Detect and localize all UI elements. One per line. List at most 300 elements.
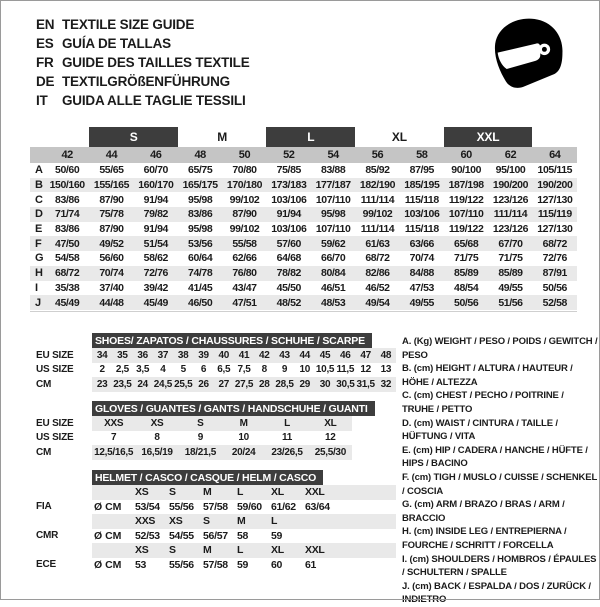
size-value-cell: 56/57	[203, 529, 228, 542]
size-value-cell: 84/88	[409, 267, 434, 280]
size-value-cell: 123/126	[492, 193, 529, 206]
size-value-cell: 185/195	[404, 179, 440, 192]
helmet-value-cells	[135, 544, 339, 556]
size-value-cell: XS	[169, 515, 183, 528]
size-value-cell: 45/49	[143, 296, 168, 309]
size-value-cell: 83/86	[55, 223, 80, 236]
row-cells	[92, 377, 396, 392]
row-letter: G	[35, 252, 44, 265]
size-value-cell: M	[203, 486, 212, 499]
size-value-cell: 79/82	[143, 208, 168, 221]
size-value-cell: 23	[96, 378, 108, 390]
size-value-cell: 23/26,5	[271, 446, 303, 458]
size-value-cell: 47	[360, 349, 371, 361]
size-value-cell: 60/70	[143, 164, 168, 177]
size-value-cell: L	[237, 544, 244, 557]
section-divider	[30, 311, 577, 312]
size-group-cell	[355, 127, 444, 147]
size-value-cell: 53/54	[135, 500, 160, 513]
size-value-cell: 72/76	[143, 267, 168, 280]
language-code: IT	[36, 93, 48, 108]
size-value-cell: 119/122	[448, 223, 484, 236]
size-value-cell: 187/198	[448, 179, 484, 192]
size-value-cell: 35	[117, 349, 128, 361]
size-value-cell: 58	[237, 529, 249, 542]
size-value-cell: 28	[258, 378, 270, 390]
table-row	[36, 348, 396, 363]
size-value-cell: 68/72	[365, 252, 390, 265]
size-group-label: XXL	[476, 130, 500, 144]
size-column-header: 48	[194, 149, 206, 161]
gloves-section-title: GLOVES / GUANTES / GANTS / HANDSCHUHE / GUANTI	[92, 401, 375, 416]
language-code: ES	[36, 36, 54, 51]
size-value-cell: 165/175	[182, 179, 218, 192]
table-row	[36, 485, 396, 500]
size-value-cell: 48/52	[276, 296, 301, 309]
size-group-label: S	[129, 130, 138, 144]
size-group-cell	[266, 127, 355, 147]
row-cells	[92, 558, 396, 573]
size-value-cell: 42	[258, 349, 270, 361]
size-value-cell: 173/183	[271, 179, 307, 192]
size-value-cell: 43	[279, 349, 290, 361]
size-column-header: 56	[371, 149, 384, 161]
size-value-cell: 18/21,5	[184, 446, 216, 458]
size-value-cell: 49/54	[365, 296, 390, 309]
size-value-cell: 9	[281, 364, 288, 376]
size-value-cell: 72/76	[542, 252, 567, 265]
size-value-cell: 59	[237, 558, 249, 571]
size-value-cell: 24,5	[153, 378, 173, 390]
size-value-cell: 53/56	[188, 237, 213, 250]
size-value-cell: 182/190	[359, 179, 396, 192]
size-value-cell: 48/53	[321, 296, 346, 309]
guide-title: TEXTILE SIZE GUIDE	[62, 17, 195, 32]
size-value-cell: 27,5	[234, 378, 254, 390]
gloves-table	[36, 401, 375, 460]
size-value-cell: 46/50	[188, 296, 213, 309]
size-value-cell: S	[169, 486, 176, 499]
shoes-rows	[36, 348, 396, 392]
size-value-cell: 95/98	[188, 193, 213, 206]
row-cells	[92, 529, 396, 544]
size-value-cell: 35/38	[55, 281, 80, 294]
size-value-cell: 57/60	[276, 237, 301, 250]
size-value-cell: 78/82	[276, 267, 301, 280]
size-value-cell: 74/78	[188, 267, 213, 280]
size-value-cell: 47/53	[409, 281, 434, 294]
size-value-cell: 46	[340, 349, 351, 361]
helmet-icon	[487, 14, 569, 106]
size-value-cell: 76/80	[232, 267, 257, 280]
size-value-cell: 50/56	[454, 296, 479, 309]
table-row	[36, 445, 375, 460]
size-value-cell: 103/106	[271, 223, 307, 236]
size-value-cell: 32	[380, 378, 392, 390]
language-code: DE	[36, 74, 55, 89]
size-value-cell: 24	[137, 378, 148, 390]
size-value-cell: S	[197, 417, 204, 429]
size-value-cell: XS	[135, 486, 149, 499]
size-column-header: 42	[61, 149, 73, 161]
row-label: US SIZE	[36, 432, 74, 444]
size-value-cell: 4	[160, 364, 166, 376]
helmet-value-cells	[135, 486, 339, 498]
size-value-cell: 3,5	[136, 364, 150, 376]
size-value-cell: 105/115	[537, 164, 573, 177]
size-value-cell: 170/180	[226, 179, 263, 192]
table-row	[30, 281, 577, 296]
size-value-cell: 57/58	[203, 500, 228, 513]
size-value-cell: 155/165	[93, 179, 130, 192]
size-value-cell: 56/60	[99, 252, 124, 265]
size-value-cell: 103/106	[271, 193, 307, 206]
size-value-cell: 45	[319, 349, 331, 361]
size-value-cell: 75/85	[276, 164, 301, 177]
size-value-cell: 8	[154, 432, 160, 444]
size-value-cell: 53	[135, 558, 147, 571]
legend-item: G. (cm) ARM / BRAZO / BRAS / ARM / BRACCIO	[402, 499, 565, 524]
size-value-cell: 103/106	[404, 208, 440, 221]
size-value-cell: 52/58	[542, 296, 567, 309]
row-letter: F	[35, 237, 42, 250]
size-value-cell: 6	[200, 364, 207, 376]
size-value-cell: 23,5	[113, 378, 132, 390]
size-value-cell: 59	[271, 529, 283, 542]
size-column-header: 62	[504, 149, 517, 161]
gloves-rows	[36, 416, 375, 460]
size-value-cell: 67/70	[498, 237, 523, 250]
size-value-cell: 91/94	[143, 223, 168, 236]
helmet-section-title: HELMET / CASCO / CASQUE / HELM / CASCO	[92, 470, 323, 485]
guide-title: GUIDE DES TAILLES TEXTILE	[62, 55, 250, 70]
size-value-cell: 43/47	[232, 281, 257, 294]
size-value-cell: 25,5	[174, 378, 193, 390]
size-value-cell: L	[237, 486, 244, 499]
row-letter: H	[35, 267, 43, 280]
row-cells	[45, 267, 577, 279]
size-value-cell: 99/102	[229, 223, 260, 236]
size-group-cell	[89, 127, 178, 147]
shoes-section-title: SHOES/ ZAPATOS / CHAUSSURES / SCHUHE / SCARPE	[92, 333, 372, 348]
table-row	[30, 266, 577, 281]
row-label	[36, 514, 92, 529]
size-value-cell: 68/72	[55, 267, 80, 280]
table-row	[36, 431, 375, 446]
helmet-rows	[36, 485, 396, 572]
size-value-cell: 8	[261, 364, 267, 376]
size-value-cell: 36	[137, 349, 148, 361]
size-value-cell: 10	[238, 432, 249, 444]
size-value-cell: XS	[150, 417, 164, 429]
size-value-cell: 61/63	[365, 237, 390, 250]
size-value-cell: S	[203, 515, 210, 528]
helmet-value-cells	[135, 515, 339, 527]
size-value-cell: 51/54	[143, 237, 168, 250]
size-value-cell: 55/65	[99, 164, 124, 177]
size-value-cell: 59/62	[321, 237, 346, 250]
size-value-cell: 70/80	[232, 164, 257, 177]
row-letter: A	[35, 164, 43, 177]
language-title-list	[36, 15, 250, 110]
size-value-cell: 55/56	[169, 500, 194, 513]
size-value-cell: 99/102	[362, 208, 393, 221]
row-cells	[92, 500, 396, 515]
size-group-cell	[178, 127, 267, 147]
row-cells	[45, 208, 577, 220]
row-label	[36, 485, 92, 500]
language-code: FR	[36, 55, 54, 70]
size-value-cell: 87/91	[542, 267, 567, 280]
row-label: US SIZE	[36, 364, 74, 376]
table-row	[30, 295, 577, 310]
row-cells	[45, 297, 577, 309]
size-value-cell: 34	[96, 349, 108, 361]
size-value-cell: 37	[157, 349, 169, 361]
size-value-cell: 25,5/30	[314, 446, 346, 458]
size-value-cell: 85/89	[454, 267, 479, 280]
row-letter: D	[35, 208, 43, 221]
size-value-cell: 38	[177, 349, 189, 361]
size-value-cell: 71/75	[454, 252, 479, 265]
table-row	[36, 529, 396, 544]
size-value-cell: M	[203, 544, 212, 557]
language-code: EN	[36, 17, 55, 32]
row-label: CM	[36, 446, 52, 458]
legend-item: D. (cm) WAIST / CINTURA / TAILLE / HÜFTUNG / VITA	[402, 417, 558, 443]
legend-item: B. (cm) HEIGHT / ALTURA / HAUTEUR / HÖHE / ALTEZZA	[402, 363, 573, 388]
size-value-cell: 62/66	[232, 252, 257, 265]
size-value-cell: 7,5	[237, 364, 251, 376]
size-value-cell: 111/114	[493, 208, 528, 221]
legend-item: E. (cm) HIP / CADERA / HANCHE / HÜFTE / HIPS / BACINO	[402, 444, 588, 470]
size-value-cell: 60/64	[188, 252, 213, 265]
size-value-cell: 9	[197, 432, 203, 444]
size-value-cell: 65/68	[454, 237, 479, 250]
row-cells	[92, 363, 396, 378]
size-group-cell	[444, 127, 533, 147]
size-value-cell: 64/68	[276, 252, 301, 265]
row-cells	[92, 416, 352, 431]
size-value-cell: 50/60	[55, 164, 80, 177]
size-value-cell: 54/55	[169, 529, 194, 542]
size-value-cell: 85/89	[498, 267, 523, 280]
size-value-cell: XXS	[104, 417, 124, 429]
guide-title: TEXTILGRÖßENFÜHRUNG	[62, 74, 230, 89]
row-cells	[92, 431, 352, 446]
language-title-row	[36, 53, 250, 72]
legend-item: A. (Kg) WEIGHT / PESO / POIDS / GEWITCH / PESO	[402, 336, 598, 361]
size-value-cell: 115/118	[404, 193, 439, 206]
size-value-cell: 12,5/16,5	[94, 446, 134, 458]
size-value-cell: 61/62	[271, 500, 296, 513]
size-value-cell: 107/110	[315, 193, 351, 206]
size-value-cell: 160/170	[138, 179, 174, 192]
row-cells	[92, 485, 396, 500]
row-cells	[45, 282, 577, 294]
size-value-cell: 52/53	[135, 529, 160, 542]
size-value-cell: 54/58	[55, 252, 80, 265]
size-value-cell: 49/55	[409, 296, 434, 309]
row-letter: B	[35, 179, 43, 192]
size-value-cell: 45/50	[276, 281, 301, 294]
size-value-cell: 49/55	[498, 281, 523, 294]
size-value-cell: 16,5/19	[141, 446, 173, 458]
table-row	[30, 236, 577, 251]
size-value-cell: 107/110	[315, 223, 351, 236]
size-value-cell: 61	[305, 558, 317, 571]
table-row	[30, 222, 577, 237]
legend-item: C. (cm) CHEST / PECHO / POITRINE / TRUHE / PETTO	[402, 390, 564, 415]
row-cells	[45, 194, 577, 206]
guide-title: GUIDA ALLE TAGLIE TESSILI	[62, 93, 246, 108]
size-value-cell: 39/42	[143, 281, 168, 294]
diameter-unit-cell: Ø CM	[94, 558, 122, 571]
size-value-cell: 2,5	[115, 364, 129, 376]
legend-item: H. (cm) INSIDE LEG / ENTREPIERNA / FOURCHE / SCHRITT / FORCELLA	[402, 526, 567, 551]
size-value-cell: 68/72	[542, 237, 567, 250]
size-value-cell: 71/75	[498, 252, 523, 265]
table-row	[36, 416, 375, 431]
row-label: EU SIZE	[36, 417, 74, 429]
language-title-row	[36, 34, 250, 53]
row-cells	[45, 164, 577, 176]
shoes-table	[36, 333, 396, 392]
size-value-cell: 11,5	[336, 364, 355, 376]
size-column-header: 60	[460, 149, 472, 161]
size-value-cell: 63/66	[409, 237, 434, 250]
language-title-row	[36, 91, 250, 110]
helmet-table	[36, 470, 396, 572]
size-column-header: 46	[150, 149, 162, 161]
size-value-cell: 82/86	[365, 267, 390, 280]
size-value-cell: 83/86	[55, 193, 80, 206]
row-label: CMR	[36, 530, 59, 542]
size-value-cell: 90/100	[451, 164, 482, 177]
size-value-cell: 83/88	[321, 164, 346, 177]
size-value-cell: 95/98	[188, 223, 213, 236]
size-value-cell: 95/98	[321, 208, 346, 221]
table-row	[30, 163, 577, 178]
row-cells	[45, 238, 577, 250]
size-value-cell: 5	[180, 364, 186, 376]
table-row	[30, 192, 577, 207]
textile-rows	[30, 163, 577, 310]
size-value-cell: 13	[380, 364, 392, 376]
size-value-cell: 51/56	[498, 296, 523, 309]
helmet-value-cells	[135, 559, 339, 571]
size-value-cell: 87/90	[232, 208, 257, 221]
legend-item: I. (cm) SHOULDERS / HOMBROS / ÉPAULES / SCHULTERN / SPALLE	[402, 553, 597, 579]
size-value-cell: 12	[325, 432, 336, 444]
guide-title: GUÍA DE TALLAS	[62, 36, 171, 51]
size-value-cell: XXL	[305, 486, 325, 499]
row-label: FIA	[36, 501, 52, 513]
size-value-cell: 41/45	[188, 281, 213, 294]
table-row	[36, 558, 396, 573]
measurement-legend	[402, 335, 598, 607]
size-value-cell: 55/58	[232, 237, 257, 250]
row-cells	[92, 445, 352, 460]
helmet-value-cells	[135, 530, 339, 542]
diameter-unit-cell: Ø CM	[94, 529, 122, 542]
size-value-cell: 190/200	[537, 179, 573, 192]
size-value-cell: 115/119	[537, 208, 572, 221]
size-group-row	[89, 127, 577, 147]
size-value-cell: 60	[271, 558, 283, 571]
size-value-cell: 87/95	[409, 164, 434, 177]
size-value-cell: 95/100	[495, 164, 526, 177]
size-value-cell: 99/102	[229, 193, 260, 206]
row-cells	[45, 252, 577, 264]
table-row	[36, 543, 396, 558]
size-value-cell: 87/90	[99, 193, 124, 206]
size-value-cell: 66/70	[321, 252, 346, 265]
size-value-cell: 10	[299, 364, 311, 376]
row-cells	[92, 514, 396, 529]
size-number-cells	[45, 147, 577, 163]
language-title-row	[36, 15, 250, 34]
size-value-cell: L	[271, 515, 278, 528]
size-value-cell: 41	[238, 349, 250, 361]
size-value-cell: 10,5	[315, 364, 335, 376]
size-value-cell: 48/54	[454, 281, 479, 294]
size-value-cell: 91/94	[276, 208, 301, 221]
table-row	[36, 377, 396, 392]
size-column-header: 52	[283, 149, 295, 161]
row-cells	[92, 543, 396, 558]
size-value-cell: 80/84	[321, 267, 346, 280]
table-row	[36, 500, 396, 515]
size-value-cell: 55/56	[169, 558, 194, 571]
legend-item: F. (cm) TIGH / MUSLO / CUISSE / SCHENKEL / COSCIA	[402, 471, 597, 497]
size-value-cell: 39	[198, 349, 209, 361]
helmet-value-cells	[135, 501, 339, 513]
size-value-cell: 46/52	[365, 281, 390, 294]
size-value-cell: XS	[135, 544, 149, 557]
table-row	[30, 251, 577, 266]
size-number-row	[30, 147, 577, 163]
size-value-cell: 11	[282, 432, 292, 444]
size-value-cell: 111/114	[360, 193, 395, 206]
size-value-cell: 127/130	[537, 193, 573, 206]
row-label: CM	[36, 378, 52, 390]
size-value-cell: 47/50	[55, 237, 80, 250]
row-letter: E	[35, 223, 43, 236]
size-value-cell: 177/187	[315, 179, 351, 192]
size-value-cell: XL	[324, 417, 337, 429]
size-value-cell: 75/78	[99, 208, 124, 221]
size-value-cell: XL	[271, 486, 284, 499]
size-value-cell: 37/40	[99, 281, 124, 294]
size-value-cell: 123/126	[492, 223, 529, 236]
size-value-cell: 58/62	[143, 252, 168, 265]
size-value-cell: 44	[299, 349, 311, 361]
size-value-cell: 30,5	[336, 378, 355, 390]
size-value-cell: 70/74	[409, 252, 434, 265]
size-value-cell: 127/130	[537, 223, 573, 236]
size-value-cell: 91/94	[143, 193, 168, 206]
size-value-cell: 65/75	[188, 164, 213, 177]
row-label: EU SIZE	[36, 349, 74, 361]
size-value-cell: 45/49	[55, 296, 80, 309]
size-value-cell: XXS	[135, 515, 156, 528]
row-label: ECE	[36, 559, 56, 571]
size-column-header: 50	[238, 149, 251, 161]
size-column-header: 58	[416, 149, 428, 161]
size-group-label: M	[217, 130, 228, 144]
size-value-cell: 50/56	[542, 281, 567, 294]
